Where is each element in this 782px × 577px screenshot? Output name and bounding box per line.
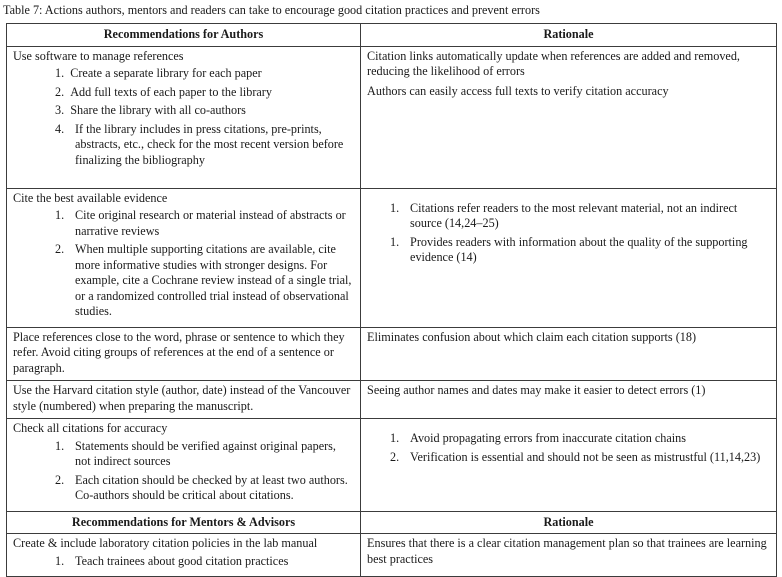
list-item [384, 201, 770, 232]
rationale-text: Authors can easily access full texts to verify citation accuracy [367, 83, 669, 98]
rationale-text: Eliminates confusion about which claim each citation supports (18) [367, 329, 697, 344]
recommendations-table [6, 23, 777, 577]
item-text: Citations refer readers to the most relevant material, not an indirect source (14,24–25) [410, 200, 738, 230]
item-text: When multiple supporting citations are available, cite more informative studies with stronger designs. For example, cite a Cochrane review instead of a single trial, or a randomized controlled trial instead of observational studies. [75, 242, 352, 318]
list-item [49, 85, 354, 101]
list-item [384, 431, 770, 447]
item-text: Statements should be verified against original papers, not indirect sources [75, 438, 336, 468]
item-text: Verification is essential and should not be seen as mistrustful (11,14,23) [410, 449, 761, 464]
recommendation-cell [7, 534, 361, 577]
rationale-cell [361, 419, 777, 512]
list-item [49, 122, 354, 169]
item-number: 2. [55, 472, 65, 487]
item-number: 1. [55, 208, 65, 222]
list-item [49, 103, 354, 119]
list-item [49, 473, 354, 504]
rationale-text: Seeing author names and dates may make it easier to detect errors (1) [367, 383, 706, 397]
recommendation-cell [7, 419, 361, 512]
rationale-header: Rationale [361, 24, 777, 47]
item-text: If the library includes in press citations, pre-prints, abstracts, etc., check for the most recent version before finalizing the bibliography [75, 121, 344, 167]
item-number: 1. [390, 200, 400, 215]
list-item [49, 208, 354, 239]
authors-header-row [7, 24, 777, 47]
item-text: Share the library with all co-authors [70, 103, 246, 117]
item-number: 2. [55, 84, 65, 99]
list-item [384, 235, 770, 266]
item-number: 1. [55, 553, 65, 568]
list-item [384, 450, 770, 466]
recommendation-cell [7, 327, 361, 381]
recommendation-cell [7, 46, 361, 188]
item-number: 1. [55, 438, 65, 453]
table-row [7, 188, 777, 327]
rationale-cell [361, 188, 777, 327]
item-number: 4. [55, 121, 65, 136]
rationale-cell [361, 327, 777, 381]
item-text: Each citation should be checked by at least two authors. Co-authors should be critical about citations. [75, 472, 348, 502]
list-item [49, 439, 354, 470]
recommendation-lead: Place references close to the word, phrase or sentence to which they refer. Avoid citing groups of references at the end of a sentence or paragraph. [13, 329, 345, 375]
item-number: 3. [55, 103, 65, 117]
recommendation-lead: Cite the best available evidence [13, 190, 168, 205]
rationale-text: Citation links automatically update when references are added and removed, reducing the likelihood of errors [367, 48, 740, 78]
item-text: Provides readers with information about the quality of the supporting evidence (14) [410, 234, 748, 264]
rationale-header: Rationale [361, 511, 777, 534]
item-number: 1. [390, 234, 400, 249]
recommendation-lead: Check all citations for accuracy [13, 421, 168, 435]
rationale-cell [361, 46, 777, 188]
table-row [7, 419, 777, 512]
rationale-cell [361, 381, 777, 419]
recommendation-lead: Use software to manage references [13, 48, 184, 63]
table-row [7, 327, 777, 381]
recommendation-cell [7, 188, 361, 327]
item-number: 1. [390, 431, 400, 445]
item-text: Add full texts of each paper to the library [70, 84, 272, 99]
mentors-header: Recommendations for Mentors & Advisors [7, 511, 361, 534]
rationale-text: Ensures that there is a clear citation management plan so that trainees are learning best practices [367, 536, 767, 566]
recommendation-cell [7, 381, 361, 419]
mentors-header-row [7, 511, 777, 534]
recommendation-lead: Create & include laboratory citation policies in the lab manual [13, 536, 318, 550]
item-number: 2. [390, 449, 400, 464]
list-item [49, 66, 354, 82]
item-number: 2. [55, 242, 65, 256]
authors-header: Recommendations for Authors [7, 24, 361, 47]
table-caption: Table 7: Actions authors, mentors and readers can take to encourage good citation practices and prevent errors [3, 3, 540, 17]
item-text: Cite original research or material instead of abstracts or narrative reviews [75, 208, 346, 238]
item-text: Teach trainees about good citation practices [75, 553, 289, 568]
item-text: Create a separate library for each paper [70, 66, 262, 80]
table-row [7, 534, 777, 577]
rationale-cell [361, 534, 777, 577]
item-text: Avoid propagating errors from inaccurate citation chains [410, 431, 686, 445]
table-row [7, 381, 777, 419]
list-item [49, 554, 354, 570]
table-row [7, 46, 777, 188]
item-number: 1. [55, 66, 65, 80]
list-item [49, 242, 354, 320]
recommendation-lead: Use the Harvard citation style (author, date) instead of the Vancouver style (numbered) when preparing the manuscript. [13, 383, 351, 413]
